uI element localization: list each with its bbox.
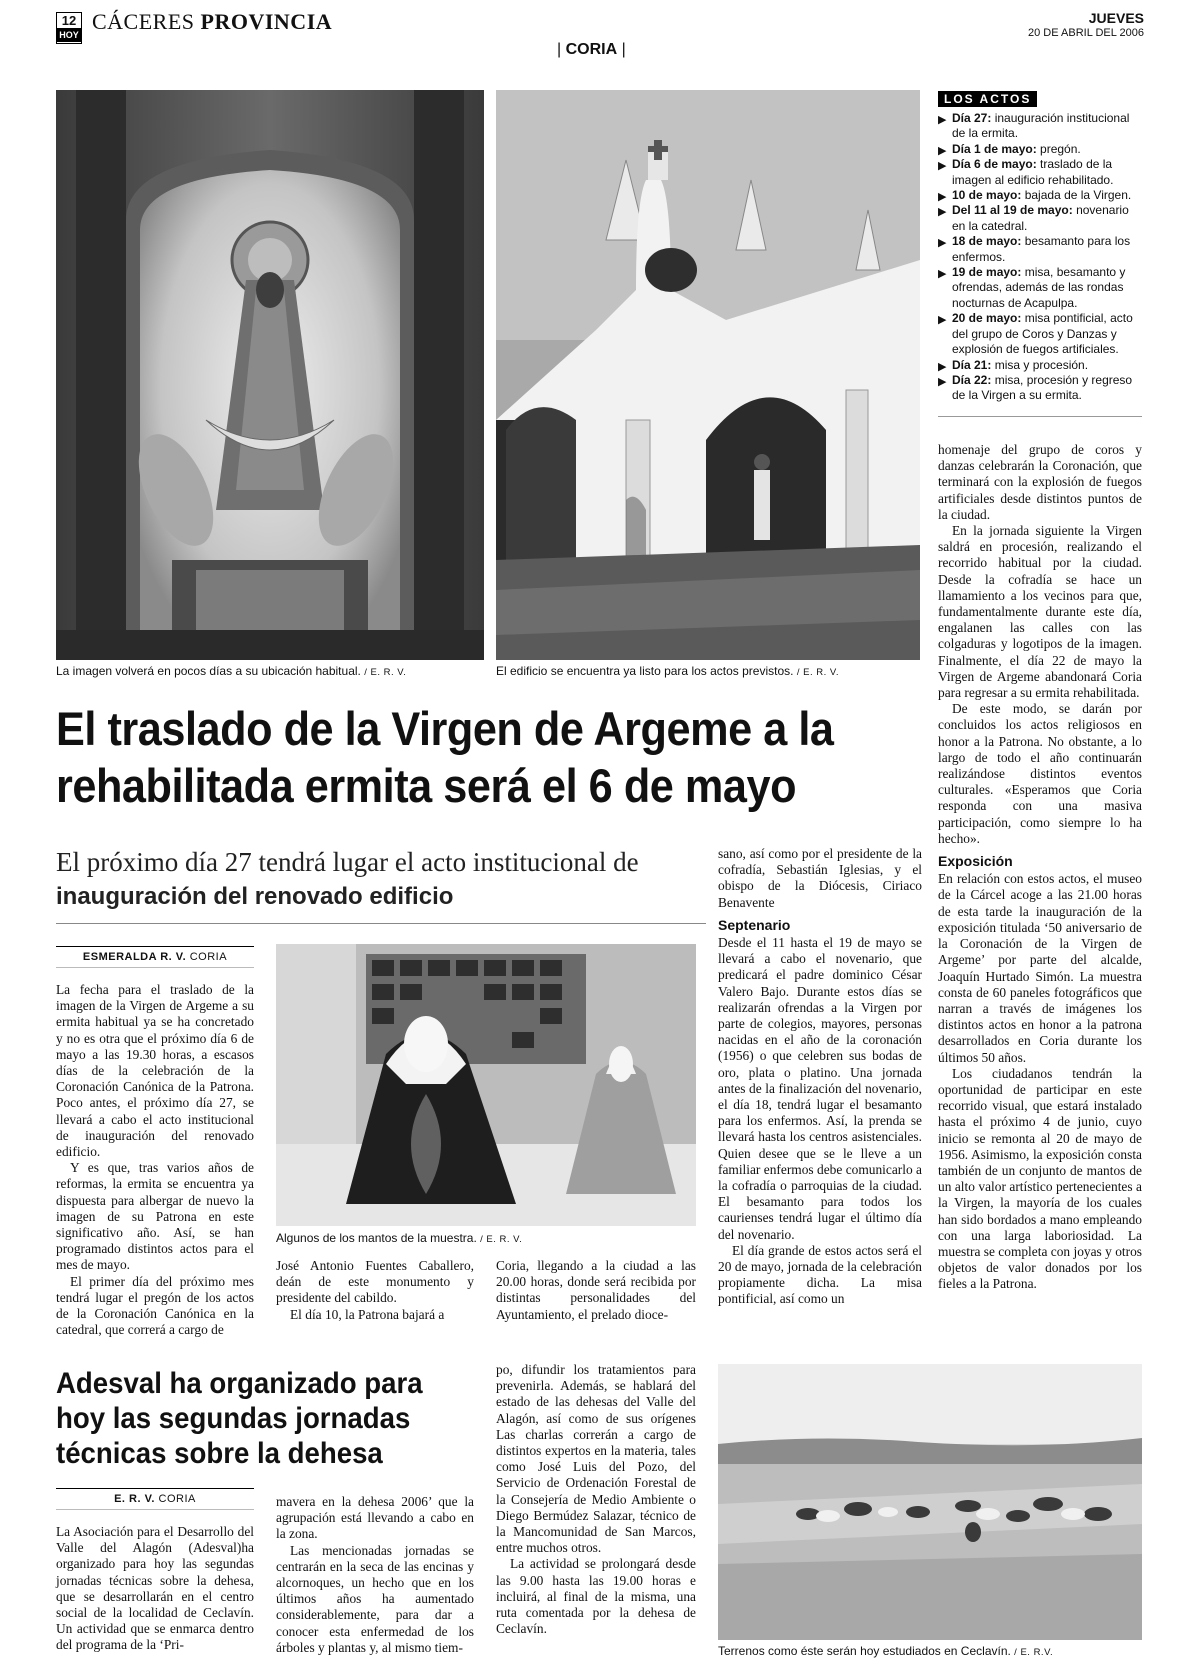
agenda-item-date: 10 de mayo: <box>952 188 1022 203</box>
paragraph: mavera en la dehesa 2006’ que la agrupación está llevando a cabo en la zona. <box>276 1494 474 1542</box>
agenda-item-date: Día 27: <box>952 111 992 125</box>
caption-pasture <box>718 1644 1053 1658</box>
caption-mantles-text: Algunos de los mantos de la muestra. <box>276 1231 477 1245</box>
main-article-column-1 <box>56 982 254 1338</box>
paragraph: De este modo, se darán por concluidos los actos religiosos en honor a la Patrona. No obstante, a lo largo de todo el año continuarán realizándose distintos eventos culturales. «Esperamos que Coria responda con una masiva participación, como siempre lo ha hecho». <box>938 701 1142 846</box>
triangle-bullet-icon: ▶ <box>938 360 947 373</box>
paragraph: Y es que, tras varios años de reformas, la ermita se encuentra ya dispuesta para albergar de nuevo la imagen de su Patrona en este significativo año. Así, se han programado distintos actos para el mes de mayo. <box>56 1160 254 1273</box>
brand-logo: HOY <box>57 28 81 42</box>
agenda-item <box>938 373 1142 404</box>
second-article-column-1 <box>56 1524 254 1654</box>
triangle-bullet-icon: ▶ <box>938 114 947 126</box>
caption-hermitage <box>496 664 839 678</box>
page-number-badge <box>56 12 82 44</box>
agenda-item-date: Día 22: <box>952 372 992 387</box>
subhead-exposicion: Exposición <box>938 853 1013 870</box>
caption-virgin-text: La imagen volverá en pocos días a su ubicación habitual. <box>56 664 361 678</box>
triangle-bullet-icon: ▶ <box>938 160 947 173</box>
subhead-septenario: Septenario <box>718 916 791 933</box>
agenda-item <box>938 358 1142 373</box>
second-headline: Adesval ha organizado para hoy las segundas jornadas técnicas sobre la dehesa <box>56 1367 423 1470</box>
paragraph: El día grande de estos actos será el 20 de mayo, jornada de la celebración propiamente dicha. La misa pontificial, así como un <box>718 1242 922 1307</box>
paragraph: La fecha para el traslado de la imagen de la Virgen de Argeme a su ermita habitual ya se ha concretado y no es otra que el próximo día 6 de mayo a las 19.30 horas, a escasos días de la celebración de la Coronación Canónica de la Patrona. Poco antes, el próximo día 27, se llevará a cabo el acto institucional de inauguración del renovado edificio. <box>56 982 254 1160</box>
col3-cont-paragraph: Coria, llegando a la ciudad a las 20.00 horas, donde será recibida por distintas personalidades del Ayuntamiento, el prelado dioce- <box>496 1258 696 1322</box>
second-col1-paragraph: La Asociación para el Desarrollo del Valle del Alagón (Adesval)ha organizado para hoy las segundas jornadas técnicas sobre la dehesa, que se desarrollarán en el centro social de la localidad de Ceclavín. Un actividad que se enmarca dentro del programa de la ‘Pri- <box>56 1524 254 1653</box>
triangle-bullet-icon: ▶ <box>938 191 947 204</box>
agenda-item <box>938 311 1142 357</box>
los-actos-title: LOS ACTOS <box>938 91 1037 107</box>
caption-pasture-text: Terrenos como éste serán hoy estudiados en Ceclavín. <box>718 1644 1011 1658</box>
agenda-item-text: besamanto para los enfermos. <box>952 234 1131 264</box>
triangle-bullet-icon: ▶ <box>938 237 947 250</box>
main-byline <box>56 946 254 968</box>
triangle-bullet-icon: ▶ <box>938 268 947 281</box>
paragraph: El día 10, la Patrona bajará a <box>290 1306 445 1322</box>
agenda-item-text: bajada de la Virgen. <box>1021 188 1132 203</box>
agenda-item-date: 18 de mayo: <box>952 234 1022 249</box>
triangle-bullet-icon: ▶ <box>938 206 947 219</box>
triangle-bullet-icon: ▶ <box>938 314 947 327</box>
main-subtitle <box>56 846 706 924</box>
agenda-item-date: Del 11 al 19 de mayo: <box>952 203 1073 218</box>
second-article-column-2 <box>276 1494 474 1656</box>
agenda-item-text: misa, procesión y regreso de la Virgen a su ermita. <box>952 372 1133 403</box>
agenda-item-text: inauguración institucional de la ermita. <box>952 111 1130 141</box>
paragraph: Desde el 11 hasta el 19 de mayo se llevará a cabo el novenario, que predicará el padre dominico César Valero Bajo. Durante estos días se realizarán ofrendas a la Virgen por parte de colegios, mayores, personas nacidas en el año de la coronación (1956) o que celebren sus bodas de oro, plata o platino. Una jornada antes de la finalización del novenario, el día 18, tendrá lugar el besamanto para los enfermos. Así, la prenda se llevará hasta los centros asistenciales. Quien desee que se le lleve a un familiar enfermos debe comunicarlo a la cofradía o parroquias de la ciudad. El besamanto para todos los caurienses tendrá lugar el último día del novenario. <box>718 935 922 1242</box>
second-byline-author: E. R. V. <box>114 1493 155 1505</box>
paragraph: homenaje del grupo de coros y danzas celebrarán la Coronación, que terminará con la explosión de fuegos artificiales desde distintos puntos de la ciudad. <box>938 442 1142 522</box>
second-article-column-3 <box>496 1362 696 1637</box>
main-article-column-3 <box>718 846 922 1308</box>
photo-pasture <box>718 1364 1142 1640</box>
agenda-item-text: traslado de la imagen al edificio rehabilitado. <box>952 157 1114 187</box>
col3-top-paragraph: sano, así como por el presidente de la cofradía, Sebastián Iglesias, y el obispo de la Diócesis, Ciriaco Benavente <box>718 846 922 910</box>
agenda-item-date: Día 6 de mayo: <box>952 157 1037 172</box>
locality-bar-left: | <box>557 41 566 58</box>
agenda-item-date: 20 de mayo: <box>952 311 1022 326</box>
caption-virgin <box>56 664 406 678</box>
agenda-item <box>938 203 1142 234</box>
agenda-item-text: misa, besamanto y ofrendas, además de las rondas nocturnas de Acapulpa. <box>952 265 1126 310</box>
triangle-bullet-icon: ▶ <box>938 144 947 157</box>
locality-name: CORIA <box>565 41 618 58</box>
locality-bar-right: | <box>617 41 626 58</box>
section-title <box>92 9 332 35</box>
agenda-item-text: misa pontificial, acto del grupo de Coros y Danzas y explosión de fuegos artificiales. <box>952 311 1133 357</box>
paragraph: En relación con estos actos, el museo de la Cárcel acoge a las 21.00 horas de esta tarde la inauguración de la exposición titulada ‘50 aniversario de la Coronación de la Virgen de Argeme’ por parte del alcalde, Joaquín Hurtado Simón. La muestra consta de 60 paneles fotográficos que narran a través de imágenes los distintos actos en honor a la patrona desarrollados en Coria durante los últimos 50 años. <box>938 871 1142 1065</box>
main-article-column-3-continuation <box>496 1258 696 1323</box>
paragraph: En la jornada siguiente la Virgen saldrá en procesión, realizando el recorrido habitual por la ciudad. Desde la cofradía se hace un llamamiento a los vecinos para que, fundamentalmente durante este día, engalanen las calles con las colgaduras y logotipos de la imagen. Finalmente, el día 22 de mayo la Virgen de Argeme abandonará Coria para regresar a su ermita rehabilitada. <box>938 523 1142 701</box>
agenda-item-date: Día 1 de mayo: <box>952 141 1037 156</box>
photo-hermitage <box>496 90 920 660</box>
caption-pasture-credit: / E. R.V. <box>1014 1647 1054 1658</box>
agenda-item <box>938 111 1142 142</box>
main-headline: El traslado de la Virgen de Argeme a la rehabilitada ermita será el 6 de mayo <box>56 702 834 812</box>
second-byline-place: CORIA <box>158 1493 196 1505</box>
header-date: 20 DE ABRIL DEL 2006 <box>1028 27 1144 39</box>
paragraph: José Antonio Fuentes Caballero, deán de este monumento y presidente del cabildo. <box>276 1258 474 1306</box>
paragraph: po, difundir los tratamientos para prevenirla. Además, se hablará del estado de las dehesas del Valle del Alagón, así como de sus orígenes Las charlas correrán a cargo de distintos expertos en la materia, tales como José Luis del Pozo, del Servicio de Ordenación Forestal de la Consejería de Medio Ambiente o Diego Bermúdez Salazar, técnico de la Mancomunidad de San Marcos, entre muchos otros. <box>496 1362 696 1556</box>
main-article-column-4 <box>938 442 1142 1293</box>
caption-hermitage-text: El edificio se encuentra ya listo para los actos previstos. <box>496 664 794 678</box>
section-title-bold: PROVINCIA <box>200 9 333 34</box>
page-number: 12 <box>61 13 77 28</box>
caption-mantles-credit: / E. R. V. <box>480 1234 523 1245</box>
byline-place: CORIA <box>189 951 228 963</box>
caption-hermitage-credit: / E. R. V. <box>796 667 839 678</box>
photo-virgin-altar <box>56 90 484 660</box>
agenda-item-text: misa y procesión. <box>991 357 1089 372</box>
paragraph: Los ciudadanos tendrán la oportunidad de participar en este recorrido visual, que estará instalado hasta el próximo 4 de junio, cuyo inicio se remonta al 20 de mayo de 1956. Asimismo, la exposición consta también de un conjunto de mantos de un alto valor artístico pertenecientes a la Virgen, la mayoría de los cuales han sido bordados a mano empleando con una larga laboriosidad. La muestra se completa con joyas y otros objetos de valor donados por los fieles a la Patrona. <box>938 1065 1142 1292</box>
locality-tag <box>557 41 626 59</box>
caption-mantles <box>276 1231 522 1245</box>
subtitle-regular: El próximo día 27 tendrá lugar el acto institucional de <box>56 847 639 877</box>
agenda-item-text: novenario en la catedral. <box>952 203 1129 233</box>
hermitage-illustration <box>496 90 920 660</box>
main-article-column-2 <box>276 1258 474 1323</box>
pasture-illustration <box>718 1364 1142 1640</box>
mantles-illustration <box>276 944 696 1226</box>
subtitle-bold: inauguración del renovado edificio <box>56 883 454 910</box>
page-header <box>0 0 1200 70</box>
los-actos-box <box>938 90 1142 417</box>
paragraph: La actividad se prolongará desde las 9.00 hasta las 19.00 horas e incluirá, al final de la misma, una ruta comentada por la dehesa de Ceclavín. <box>496 1556 696 1637</box>
caption-virgin-credit: / E. R. V. <box>364 667 407 678</box>
second-byline <box>56 1488 254 1510</box>
photo-mantles <box>276 944 696 1226</box>
agenda-item-date: Día 21: <box>952 357 992 372</box>
paragraph: Las mencionadas jornadas se centrarán en la seca de las encinas y alcornoques, un hecho que en los últimos años ha aumentado considerablemente, para dar a conocer esta enfermedad de los árboles y plantas y, al mismo tiem- <box>276 1542 474 1655</box>
section-title-light: CÁCERES <box>92 9 195 34</box>
agenda-item <box>938 157 1142 188</box>
los-actos-list <box>938 111 1142 404</box>
agenda-item-date: 19 de mayo: <box>952 265 1022 280</box>
agenda-item <box>938 142 1142 157</box>
virgin-altar-illustration <box>56 90 484 660</box>
agenda-item <box>938 234 1142 265</box>
paragraph: El primer día del próximo mes tendrá lugar el pregón de los actos de la Coronación Canónica en la catedral, que correrá a cargo de <box>56 1273 254 1338</box>
header-weekday: JUEVES <box>1088 10 1144 26</box>
triangle-bullet-icon: ▶ <box>938 375 947 388</box>
agenda-item-text: pregón. <box>1036 141 1081 156</box>
agenda-item <box>938 265 1142 311</box>
byline-author: ESMERALDA R. V. <box>82 951 187 963</box>
agenda-item <box>938 188 1142 203</box>
